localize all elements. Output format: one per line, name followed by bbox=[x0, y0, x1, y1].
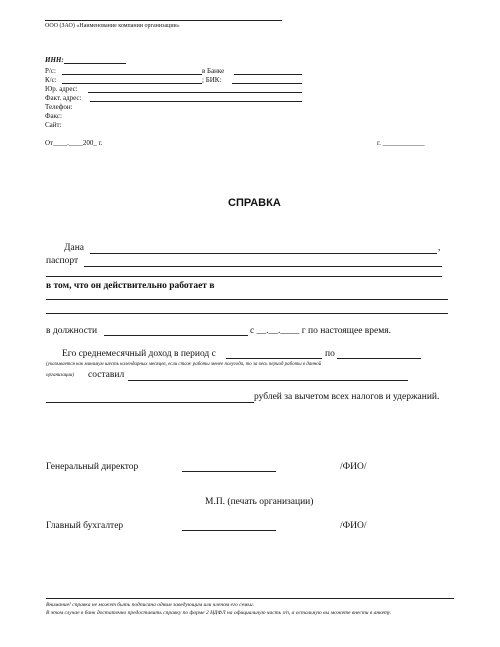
passport-label: паспорт bbox=[46, 256, 79, 266]
company-top-line bbox=[45, 20, 282, 21]
income-note: (указывается как минимум шесть календарных месяцев, если стаж работы менее полугода, то за весь период работы в данной bbox=[46, 362, 322, 367]
footer-divider bbox=[46, 598, 454, 599]
rubles-text: рублей за вычетом всех налогов и удержаний. bbox=[254, 392, 440, 402]
income-to-label: по bbox=[325, 349, 335, 359]
works-statement: в том, что он действительно работает в bbox=[46, 281, 215, 291]
actual-address-label: Факт. адрес: bbox=[45, 94, 82, 102]
actual-address-line bbox=[90, 101, 302, 102]
position-line bbox=[104, 335, 248, 336]
stamp-label: М.П. (печать организации) bbox=[205, 497, 314, 507]
ks-line bbox=[62, 83, 202, 84]
legal-address-line bbox=[88, 92, 302, 93]
accountant-label: Главный бухгалтер bbox=[46, 521, 124, 531]
company-name: ООО (ЗАО) «Наименование компании организации» bbox=[45, 23, 180, 29]
director-fio: /ФИО/ bbox=[340, 462, 367, 472]
passport-line-2 bbox=[46, 276, 442, 277]
rs-label: Р/с: bbox=[45, 67, 56, 75]
income-from-line bbox=[226, 358, 322, 359]
passport-line bbox=[84, 266, 442, 267]
issued-to-comma: , bbox=[438, 243, 441, 253]
director-signature-line bbox=[182, 471, 276, 472]
bank-label: в Банке bbox=[202, 67, 225, 75]
ks-label: К/с: bbox=[45, 76, 57, 84]
fax-label: Факс: bbox=[45, 112, 62, 120]
legal-address-label: Юр. адрес: bbox=[45, 85, 78, 93]
footer-note-2: В этом случае в банк достаточно предоставить справку по форме 2 НДФЛ на официальную часть з/п, а остальную вы можете внести в анкету. bbox=[46, 610, 392, 616]
issued-to-line bbox=[90, 253, 437, 254]
amount-line bbox=[46, 402, 254, 403]
position-label: в должности bbox=[46, 326, 98, 336]
director-label: Генеральный директор bbox=[46, 462, 139, 472]
works-line-2 bbox=[46, 313, 448, 314]
composed-line bbox=[128, 380, 408, 381]
accountant-fio: /ФИО/ bbox=[340, 521, 367, 531]
bik-line bbox=[232, 83, 302, 84]
inn-label: ИНН: bbox=[45, 56, 64, 64]
footer-note-1: Внимание! справка не может быть подписана одним заведующим или членом его семьи. bbox=[46, 602, 255, 608]
income-note-2: организации) bbox=[46, 373, 75, 378]
bank-line bbox=[234, 74, 302, 75]
site-label: Сайт: bbox=[45, 121, 62, 129]
accountant-signature-line bbox=[182, 530, 276, 531]
works-line-1 bbox=[46, 299, 448, 300]
city: г. ____________ bbox=[377, 139, 425, 147]
date-from: От____.____200_ г. bbox=[45, 139, 103, 147]
income-to-line bbox=[337, 358, 421, 359]
document-title: СПРАВКА bbox=[228, 197, 281, 209]
phone-label: Телефон: bbox=[45, 103, 73, 111]
inn-line bbox=[64, 63, 126, 64]
bik-label: ; БИК: bbox=[202, 76, 222, 84]
rs-line bbox=[62, 74, 202, 75]
issued-to-label: Дана bbox=[64, 243, 84, 253]
since-text: с __.__.____ г по настоящее время. bbox=[250, 326, 392, 336]
income-label: Его среднемесячный доход в период с bbox=[62, 349, 216, 359]
composed-label: составил bbox=[88, 370, 125, 380]
